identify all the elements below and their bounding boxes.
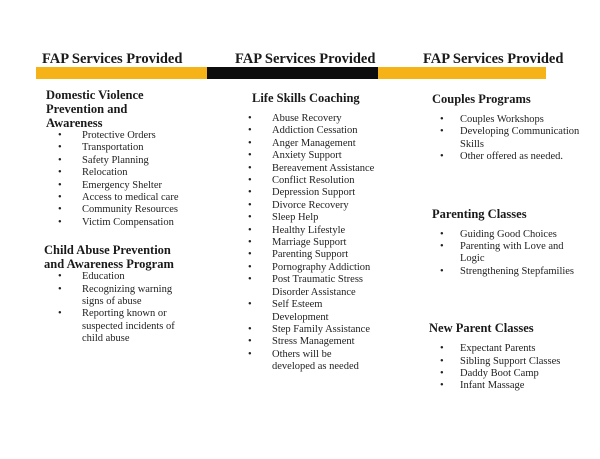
column-2 (252, 91, 387, 374)
list-item: • Expectant Parents (432, 343, 592, 355)
section-title-line: and Awareness Program (44, 257, 174, 272)
section-title-line: Domestic Violence (46, 88, 144, 102)
list-item: • Anxiety Support (236, 150, 386, 162)
section-title-couples: Couples Programs (432, 92, 531, 106)
list-item: • Relocation (34, 167, 211, 179)
list-item: • Parenting Support (236, 249, 386, 261)
child-abuse-list (34, 271, 184, 345)
list-item: • Developing Communication Skills (432, 126, 590, 151)
list-item: • Post Traumatic Stress Disorder Assistance (236, 274, 372, 299)
list-item: • Safety Planning (34, 155, 211, 167)
list-item: • Education (34, 271, 184, 283)
list-item: • Abuse Recovery (236, 113, 386, 125)
list-item: • Recognizing warning signs of abuse (34, 284, 184, 309)
column-1 (46, 88, 211, 346)
section-title-domestic-violence (46, 88, 211, 130)
list-item: • Addiction Cessation (236, 125, 386, 137)
list-item: • Infant Massage (432, 380, 592, 392)
header-bar-black-center (207, 67, 378, 79)
life-skills-list (236, 113, 386, 374)
header-bar-gold-left (36, 67, 207, 79)
section-title-life-skills: Life Skills Coaching (252, 91, 360, 105)
list-item: • Depression Support (236, 187, 386, 199)
domestic-violence-list (34, 130, 211, 229)
section-title-line: Child Abuse Prevention (44, 243, 171, 258)
list-item: • Sleep Help (236, 212, 386, 224)
list-item: • Healthy Lifestyle (236, 225, 386, 237)
column-3 (429, 92, 582, 393)
list-item: • Self Esteem Development (236, 299, 352, 324)
column-1-header: FAP Services Provided (42, 51, 183, 67)
list-item: • Conflict Resolution (236, 175, 386, 187)
column-3-header: FAP Services Provided (423, 51, 564, 67)
list-item: • Guiding Good Choices (432, 229, 592, 241)
column-2-header: FAP Services Provided (235, 51, 376, 67)
list-item: • Marriage Support (236, 237, 386, 249)
section-title-new-parent: New Parent Classes (429, 321, 534, 336)
new-parent-list (432, 343, 592, 393)
list-item: • Protective Orders (34, 130, 211, 142)
list-item: • Strengthening Stepfamilies (432, 266, 592, 278)
list-item: • Victim Compensation (34, 217, 211, 229)
list-item: • Stress Management (236, 336, 386, 348)
section-title-parenting: Parenting Classes (432, 206, 527, 221)
list-item: • Pornography Addiction (236, 262, 386, 274)
header-bar-gold-right (378, 67, 546, 79)
list-item: • Anger Management (236, 138, 386, 150)
list-item: • Divorce Recovery (236, 200, 386, 212)
couples-list (432, 114, 592, 164)
list-item: • Sibling Support Classes (432, 356, 592, 368)
list-item: • Transportation (34, 142, 211, 154)
list-item: • Couples Workshops (432, 114, 592, 126)
list-item: • Other offered as needed. (432, 151, 592, 163)
section-title-child-abuse (44, 243, 211, 271)
list-item: • Daddy Boot Camp (432, 368, 592, 380)
list-item: • Community Resources (34, 204, 211, 216)
section-title-line: Awareness (46, 116, 103, 130)
list-item: • Others will be developed as needed (236, 349, 367, 374)
list-item: • Access to medical care (34, 192, 211, 204)
section-title-line: Prevention and (46, 102, 128, 116)
list-item: • Bereavement Assistance (236, 163, 386, 175)
list-item: • Emergency Shelter (34, 180, 211, 192)
list-item: • Step Family Assistance (236, 324, 386, 336)
list-item: • Reporting known or suspected incidents of child abuse (34, 308, 184, 345)
parenting-list (432, 229, 592, 279)
list-item: • Parenting with Love and Logic (432, 241, 585, 266)
